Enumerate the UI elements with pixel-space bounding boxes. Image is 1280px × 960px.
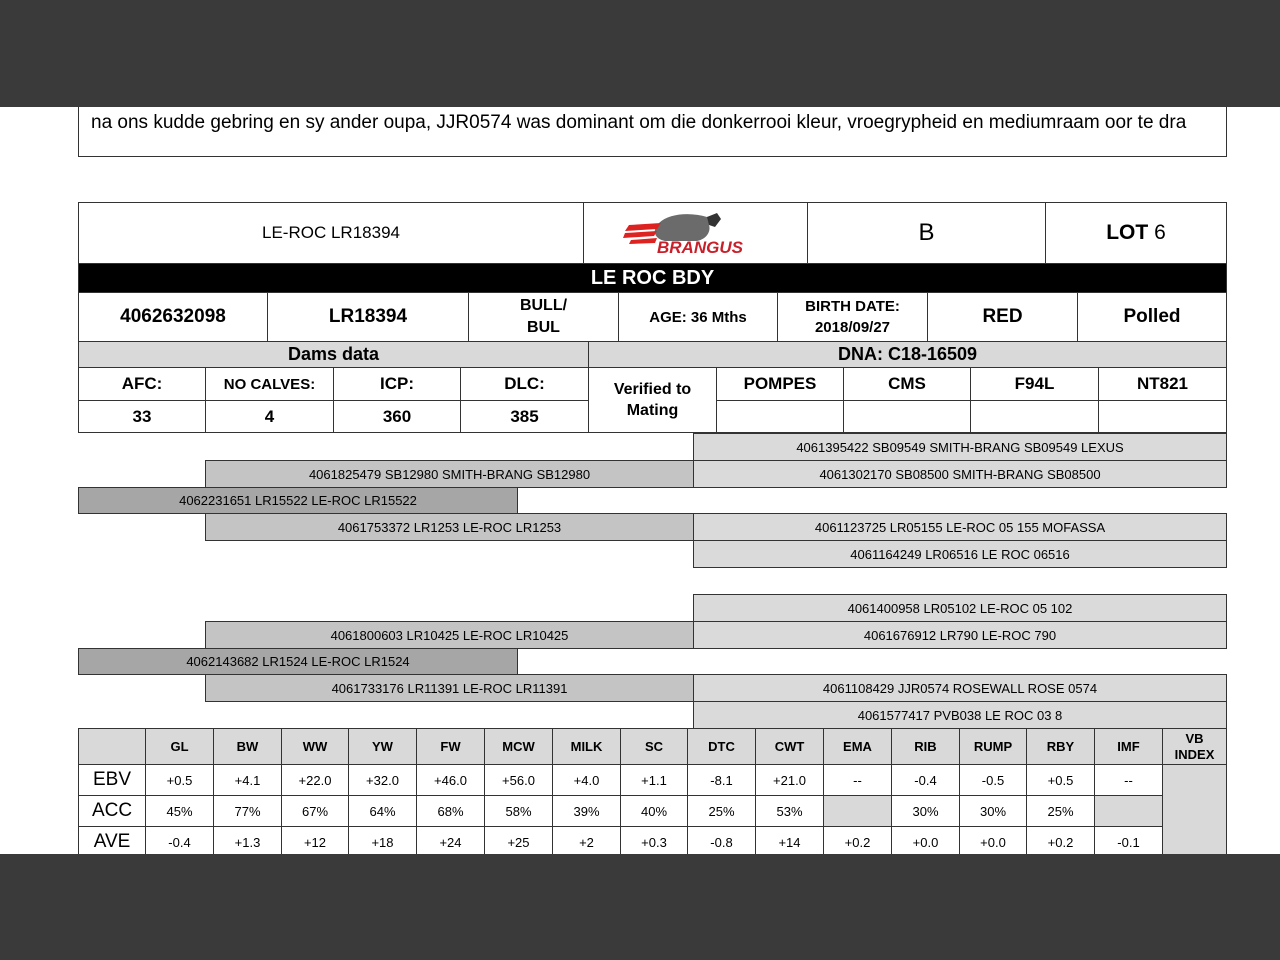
ebv-cell: 53% <box>755 795 824 827</box>
dams-value-icp <box>333 400 461 433</box>
ebv-cell: +25 <box>484 826 553 854</box>
pedigree-dam: 4062143682 LR1524 LE-ROC LR1524 <box>78 648 518 675</box>
pedigree-dam-dam-sire: 4061108429 JJR0574 ROSEWALL ROSE 0574 <box>693 674 1227 702</box>
dams-header-label: AFC: <box>121 374 163 393</box>
viewer-top-bar <box>0 0 1280 107</box>
dams-value: 33 <box>132 406 152 426</box>
ebv-cell: -8.1 <box>687 764 756 796</box>
pedigree-dam-sire-dam: 4061676912 LR790 LE-ROC 790 <box>693 621 1227 649</box>
ebv-cell <box>1094 795 1163 827</box>
reg-number-cell <box>78 292 268 342</box>
ebv-cell: +32.0 <box>348 764 417 796</box>
ebv-cell: 45% <box>145 795 214 827</box>
ebv-column-header: EMA <box>823 728 892 765</box>
dams-header-afc <box>78 367 206 401</box>
logo-cell <box>583 202 808 264</box>
dams-value-afc <box>78 400 206 433</box>
dna-test-nt821 <box>1098 367 1227 401</box>
ebv-row-label: EBV <box>78 764 146 796</box>
ebv-column-header: CWT <box>755 728 824 765</box>
ebv-cell: +0.0 <box>891 826 960 854</box>
dams-title: Dams data <box>287 344 380 364</box>
age-cell <box>618 292 778 342</box>
ebv-cell: +18 <box>348 826 417 854</box>
lot-number: 6 <box>1154 221 1166 244</box>
dna-test-label: NT821 <box>1136 374 1189 393</box>
pedigree-sire-dam-dam: 4061164249 LR06516 LE ROC 06516 <box>693 540 1227 568</box>
intro-paragraph: na ons kudde gebring en sy ander oupa, JJR0574 was dominant om die donkerrooi kleur, vroegrypheid en mediumraam oor te dra <box>78 107 1227 157</box>
ebv-cell: 25% <box>687 795 756 827</box>
ebv-cell: +24 <box>416 826 485 854</box>
dams-title-cell <box>78 341 589 368</box>
pedigree-sire-sire-sire: 4061395422 SB09549 SMITH-BRANG SB09549 LEXUS <box>693 433 1227 461</box>
dams-header-icp <box>333 367 461 401</box>
sex: BULL/ BUL <box>519 297 568 336</box>
dna-test-f94l <box>970 367 1099 401</box>
ebv-cell: 58% <box>484 795 553 827</box>
herd-id: LR18394 <box>328 306 408 327</box>
brangus-logo-icon <box>621 209 771 257</box>
ebv-column-header: RUMP <box>959 728 1027 765</box>
viewer-bottom-bar <box>0 854 1280 960</box>
dna-result-pompes <box>716 400 844 433</box>
dna-result-cms <box>843 400 971 433</box>
grade: B <box>918 219 935 246</box>
ebv-cell: +21.0 <box>755 764 824 796</box>
ebv-cell: +1.1 <box>620 764 688 796</box>
dna-result-nt821 <box>1098 400 1227 433</box>
dams-value-calves <box>205 400 334 433</box>
ebv-cell: 30% <box>959 795 1027 827</box>
ebv-cell: 39% <box>552 795 621 827</box>
ebv-column-header: RIB <box>891 728 960 765</box>
ebv-cell: -0.4 <box>145 826 214 854</box>
dna-test-label: F94L <box>1014 374 1055 393</box>
ebv-cell: +0.2 <box>823 826 892 854</box>
ebv-row-label: ACC <box>78 795 146 827</box>
ebv-cell: +0.3 <box>620 826 688 854</box>
dna-test-pompes <box>716 367 844 401</box>
ebv-cell: -0.1 <box>1094 826 1163 854</box>
dams-header-label: DLC: <box>504 374 545 393</box>
verified-to-mating: Verified to Mating <box>613 381 692 419</box>
animal-id: LE-ROC LR18394 <box>262 223 400 242</box>
ebv-cell: +0.5 <box>1026 764 1095 796</box>
dna-test-label: POMPES <box>743 374 817 393</box>
ebv-cell: +56.0 <box>484 764 553 796</box>
catalogue-page <box>0 107 1280 854</box>
reg-number: 4062632098 <box>120 306 226 327</box>
ebv-column-header: MCW <box>484 728 553 765</box>
ebv-column-header: DTC <box>687 728 756 765</box>
birth-date-cell <box>777 292 928 342</box>
ebv-cell: +14 <box>755 826 824 854</box>
ebv-cell: +0.0 <box>959 826 1027 854</box>
grade-cell <box>807 202 1046 264</box>
ebv-cell: +1.3 <box>213 826 282 854</box>
ebv-column-header: YW <box>348 728 417 765</box>
ebv-cell: +4.0 <box>552 764 621 796</box>
ebv-column-header: RBY <box>1026 728 1095 765</box>
ebv-column-header: BW <box>213 728 282 765</box>
ebv-column-header: SC <box>620 728 688 765</box>
ebv-cell <box>823 795 892 827</box>
pedigree-dam-sire: 4061800603 LR10425 LE-ROC LR10425 <box>205 621 694 649</box>
sex-cell <box>468 292 619 342</box>
verified-to-mating-cell <box>588 367 717 433</box>
ebv-cell: +2 <box>552 826 621 854</box>
pedigree-dam-dam-dam: 4061577417 PVB038 LE ROC 03 8 <box>693 701 1227 729</box>
ebv-column-header: MILK <box>552 728 621 765</box>
ebv-cell: 68% <box>416 795 485 827</box>
pedigree-dam-sire-sire: 4061400958 LR05102 LE-ROC 05 102 <box>693 594 1227 622</box>
dna-title: DNA: C18-16509 <box>837 344 978 364</box>
ebv-cell: +22.0 <box>281 764 349 796</box>
dams-value: 360 <box>382 406 412 426</box>
dna-test-label: CMS <box>888 374 926 393</box>
vb-index-body <box>1162 764 1227 854</box>
horn-status-cell <box>1077 292 1227 342</box>
ebv-cell: 40% <box>620 795 688 827</box>
ebv-corner-cell <box>78 728 146 765</box>
ebv-cell: 64% <box>348 795 417 827</box>
dams-value: 4 <box>264 406 275 426</box>
dams-value-dlc <box>460 400 589 433</box>
ebv-cell: -0.8 <box>687 826 756 854</box>
ebv-cell: +46.0 <box>416 764 485 796</box>
ebv-cell: -0.5 <box>959 764 1027 796</box>
ebv-column-header: GL <box>145 728 214 765</box>
dams-header-label: ICP: <box>380 374 414 393</box>
dna-result-f94l <box>970 400 1099 433</box>
ebv-cell: -- <box>1094 764 1163 796</box>
birth-date: 2018/09/27 <box>814 319 891 336</box>
pedigree-sire: 4062231651 LR15522 LE-ROC LR15522 <box>78 487 518 514</box>
colour: RED <box>982 306 1023 327</box>
ebv-column-header: FW <box>416 728 485 765</box>
lot-label: LOT <box>1106 221 1149 244</box>
lot-cell <box>1045 202 1227 264</box>
ebv-cell: 67% <box>281 795 349 827</box>
pedigree-dam-dam: 4061733176 LR11391 LE-ROC LR11391 <box>205 674 694 702</box>
ebv-cell: +0.2 <box>1026 826 1095 854</box>
age: AGE: 36 Mths <box>649 308 747 326</box>
logo-text: BRANGUS <box>656 238 743 257</box>
horn-status: Polled <box>1123 306 1181 327</box>
ebv-column-header: IMF <box>1094 728 1163 765</box>
pedigree-sire-dam-sire: 4061123725 LR05155 LE-ROC 05 155 MOFASSA <box>693 513 1227 541</box>
birth-date-label: BIRTH DATE: <box>805 298 900 315</box>
ebv-column-header: VB INDEX <box>1162 728 1227 765</box>
colour-cell <box>927 292 1078 342</box>
dams-header-dlc <box>460 367 589 401</box>
dams-header-calves <box>205 367 334 401</box>
ebv-cell: 30% <box>891 795 960 827</box>
animal-name: LE ROC BDY <box>590 266 715 289</box>
ebv-cell: +4.1 <box>213 764 282 796</box>
ebv-cell: -- <box>823 764 892 796</box>
dams-header-label: NO CALVES: <box>223 375 316 393</box>
ebv-column-header: WW <box>281 728 349 765</box>
ebv-cell: 25% <box>1026 795 1095 827</box>
animal-id-cell <box>78 202 584 264</box>
ebv-cell: 77% <box>213 795 282 827</box>
animal-name-bar <box>78 263 1227 293</box>
pedigree-sire-sire-dam: 4061302170 SB08500 SMITH-BRANG SB08500 <box>693 460 1227 488</box>
ebv-row-label: AVE <box>78 826 146 854</box>
dams-value: 385 <box>510 406 539 426</box>
ebv-cell: +12 <box>281 826 349 854</box>
dna-test-cms <box>843 367 971 401</box>
pedigree-sire-dam: 4061753372 LR1253 LE-ROC LR1253 <box>205 513 694 541</box>
dna-title-cell <box>588 341 1227 368</box>
pedigree-sire-sire: 4061825479 SB12980 SMITH-BRANG SB12980 <box>205 460 694 488</box>
herd-id-cell <box>267 292 469 342</box>
ebv-cell: -0.4 <box>891 764 960 796</box>
ebv-cell: +0.5 <box>145 764 214 796</box>
